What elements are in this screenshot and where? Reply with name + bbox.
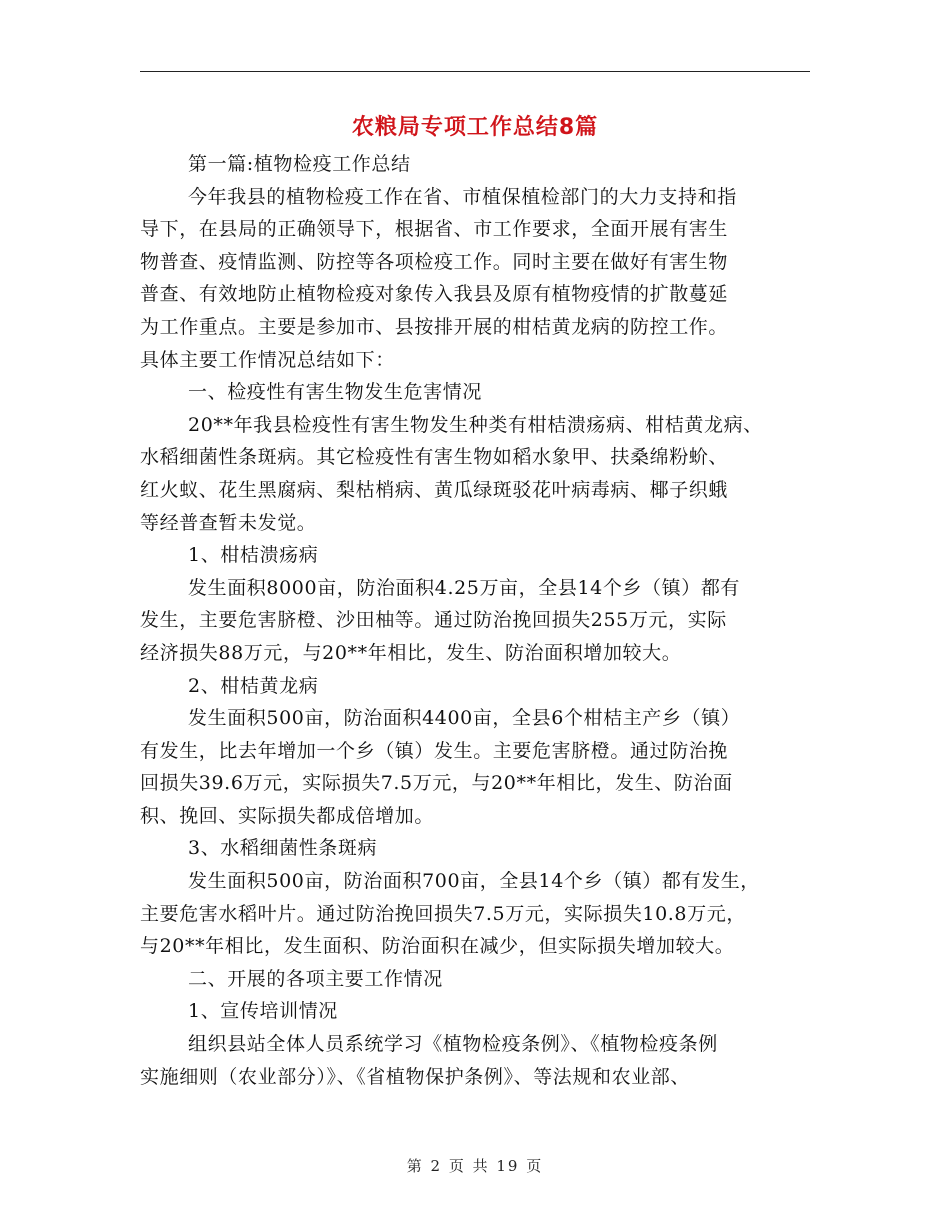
document-title: 农粮局专项工作总结8篇 xyxy=(351,115,599,140)
text-line: 普查、有效地防止植物检疫对象传入我县及原有植物疫情的扩散蔓延 xyxy=(140,283,729,306)
text-line: 红火蚁、花生黑腐病、梨枯梢病、黄瓜绿斑驳花叶病毒病、椰子织蛾 xyxy=(140,478,729,501)
header-rule xyxy=(140,71,810,72)
text-line: 等经普查暂未发觉。 xyxy=(140,511,317,534)
text-line: 第一篇:植物检疫工作总结 xyxy=(188,153,411,175)
text-line: 具体主要工作情况总结如下： xyxy=(140,348,395,371)
text-line: 发生，主要危害脐橙、沙田柚等。通过防治挽回损失255万元，实际 xyxy=(140,609,727,632)
text-line: 经济损失88万元，与20**年相比，发生、防治面积增加较大。 xyxy=(140,641,682,664)
text-line: 组织县站全体人员系统学习《植物检疫条例》、《植物检疫条例 xyxy=(188,1033,718,1056)
text-line: 回损失39.6万元，实际损失7.5万元，与20**年相比，发生、防治面 xyxy=(140,772,733,795)
text-line: 水稻细菌性条斑病。其它检疫性有害生物如稻水象甲、扶桑绵粉蚧、 xyxy=(140,446,729,469)
text-line: 今年我县的植物检疫工作在省、市植保植检部门的大力支持和指 xyxy=(188,185,737,208)
text-line: 与20**年相比，发生面积、防治面积在减少，但实际损失增加较大。 xyxy=(140,935,735,958)
text-line: 发生面积500亩，防治面积4400亩，全县6个柑桔主产乡（镇） xyxy=(188,707,741,730)
text-line: 1、柑桔溃疡病 xyxy=(188,544,319,567)
page-footer: 第 2 页 共 19 页 xyxy=(406,1157,544,1175)
text-line: 实施细则（农业部分）》、《省植物保护条例》、等法规和农业部、 xyxy=(140,1065,691,1088)
text-line: 物普查、疫情监测、防控等各项检疫工作。同时主要在做好有害生物 xyxy=(140,250,729,273)
text-line: 积、挽回、实际损失都成倍增加。 xyxy=(140,804,435,827)
text-line: 二、开展的各项主要工作情况 xyxy=(188,967,443,990)
text-line: 为工作重点。主要是参加市、县按排开展的柑桔黄龙病的防控工作。 xyxy=(140,315,729,338)
text-line: 发生面积8000亩，防治面积4.25万亩，全县14个乡（镇）都有 xyxy=(188,576,741,599)
text-line: 导下，在县局的正确领导下，根据省、市工作要求，全面开展有害生 xyxy=(140,218,729,241)
text-line: 一、检疫性有害生物发生危害情况 xyxy=(188,381,483,404)
document-body xyxy=(140,148,810,1093)
text-line: 有发生，比去年增加一个乡（镇）发生。主要危害脐橙。通过防治挽 xyxy=(140,739,729,762)
text-line: 20**年我县检疫性有害生物发生种类有柑桔溃疡病、柑桔黄龙病、 xyxy=(188,413,763,436)
text-line: 主要危害水稻叶片。通过防治挽回损失7.5万元，实际损失10.8万元， xyxy=(140,902,746,925)
text-line: 2、柑桔黄龙病 xyxy=(188,674,319,697)
text-line: 发生面积500亩，防治面积700亩，全县14个乡（镇）都有发生， xyxy=(188,870,760,893)
text-line: 1、宣传培训情况 xyxy=(188,1000,338,1023)
text-line: 3、水稻细菌性条斑病 xyxy=(188,837,378,860)
